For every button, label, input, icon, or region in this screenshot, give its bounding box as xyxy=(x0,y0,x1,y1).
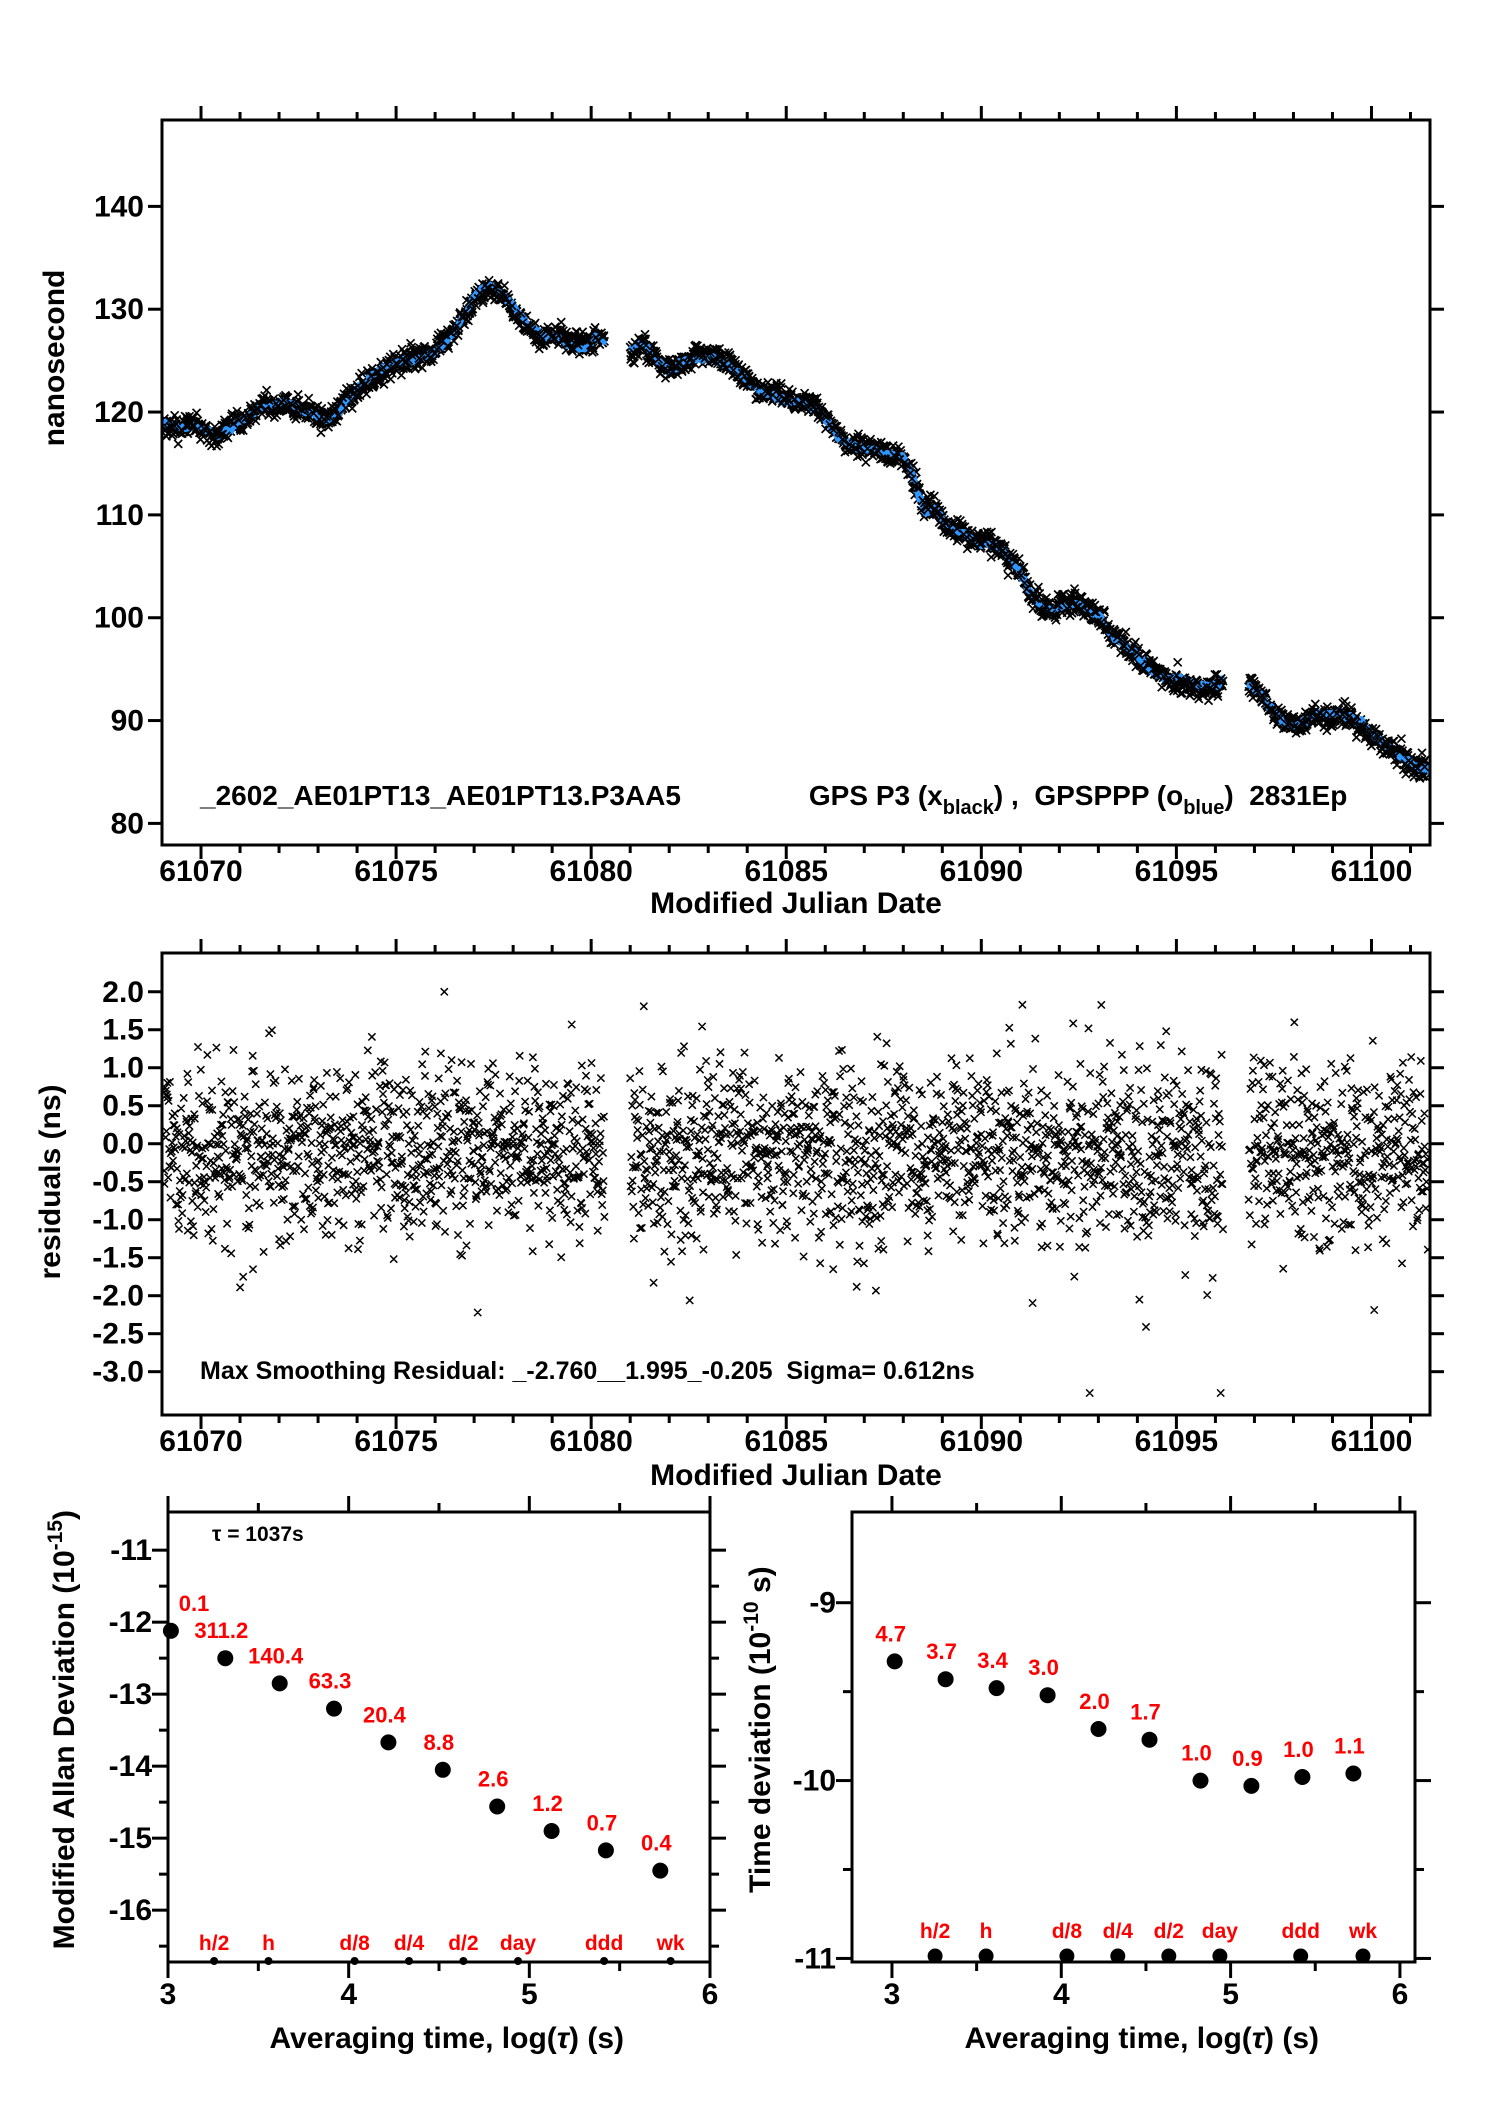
tick-label: 0.5 xyxy=(102,1089,144,1123)
time-marker-label: ddd xyxy=(584,1932,624,1955)
tick-label: 61070 xyxy=(159,1425,243,1458)
time-marker-label: day xyxy=(499,1932,537,1955)
tick-label: 1.5 xyxy=(102,1013,144,1047)
plot-border xyxy=(852,1512,1415,1962)
tick-label: 5 xyxy=(1222,1978,1239,2011)
tick-label: -11 xyxy=(794,1942,836,1976)
deviation-point xyxy=(1193,1773,1209,1789)
mdev-tau-annotation: τ = 1037s xyxy=(212,1523,304,1546)
phase-title: _2602_AE01PT13_AE01PT13.P3AA5 xyxy=(200,780,681,811)
deviation-point-value: 1.1 xyxy=(1334,1733,1365,1759)
tick-label: 61085 xyxy=(744,1425,828,1458)
deviation-point-value: 0.4 xyxy=(641,1830,672,1856)
time-marker-label: d/8 xyxy=(339,1932,370,1955)
deviation-point-value: 1.0 xyxy=(1181,1740,1212,1766)
tick-label: -12 xyxy=(108,1606,152,1640)
tick-label: 6 xyxy=(701,1978,719,2011)
deviation-point xyxy=(380,1734,396,1750)
tick-label: 2.0 xyxy=(102,975,144,1009)
tick-label: 80 xyxy=(110,807,144,841)
deviation-point-value: 0.7 xyxy=(586,1810,618,1836)
phase-y-axis-label: nanosecond xyxy=(38,269,71,447)
tdev-x-axis-label: Averaging time, log(τ) (s) xyxy=(964,2022,1320,2055)
tick-label: -15 xyxy=(108,1822,152,1856)
tick-label: 4 xyxy=(340,1978,358,2011)
time-marker-label: h/2 xyxy=(919,1920,951,1943)
phase-x-axis-label: Modified Julian Date xyxy=(650,887,942,920)
gps-p3-scatter-front xyxy=(162,281,1431,782)
deviation-point xyxy=(1345,1766,1361,1782)
deviation-point xyxy=(217,1650,233,1666)
tick-label: -10 xyxy=(792,1764,836,1798)
deviation-point-value: 1.2 xyxy=(532,1791,563,1816)
tick-label: 3 xyxy=(159,1978,177,2011)
deviation-point-value: 0.1 xyxy=(178,1590,210,1616)
deviation-point xyxy=(1294,1769,1310,1785)
phase-data-layer xyxy=(160,276,1432,782)
deviation-point xyxy=(1091,1721,1107,1737)
tick-label: -2.0 xyxy=(92,1279,144,1313)
time-marker-label: h xyxy=(262,1932,275,1955)
tick-label: 61075 xyxy=(354,1425,438,1458)
tick-label: 61080 xyxy=(549,1425,633,1458)
tick-label: -1.5 xyxy=(92,1241,144,1275)
deviation-point xyxy=(272,1675,288,1691)
deviation-point xyxy=(1243,1778,1259,1794)
tick-label: 61070 xyxy=(159,855,243,888)
deviation-point xyxy=(1142,1732,1158,1748)
tick-label: 61100 xyxy=(1330,1425,1413,1458)
plot-border xyxy=(162,120,1430,845)
tick-label: 1.0 xyxy=(102,1051,144,1085)
residuals-annotation: Max Smoothing Residual: _-2.760__1.995_-0.205 Sigma= 0.612ns xyxy=(200,1357,975,1385)
tick-label: 100 xyxy=(93,601,144,635)
tick-label: -16 xyxy=(108,1894,152,1928)
tick-label: 120 xyxy=(93,396,144,430)
time-marker-label: day xyxy=(1201,1920,1238,1943)
deviation-point xyxy=(989,1680,1005,1696)
deviation-point-value: 140.4 xyxy=(248,1643,304,1669)
deviation-point xyxy=(1040,1687,1056,1703)
time-marker-label: wk xyxy=(1348,1920,1378,1943)
tick-label: 130 xyxy=(93,293,144,327)
tick-label: -9 xyxy=(809,1586,836,1620)
deviation-point xyxy=(598,1842,614,1858)
deviation-point xyxy=(435,1762,451,1778)
deviation-point-value: 63.3 xyxy=(308,1668,352,1694)
time-marker-label: h/2 xyxy=(198,1932,230,1955)
mdev-y-axis-label: Modified Allan Deviation $(10^{-15})$ xyxy=(44,1510,81,1950)
tick-label: 61080 xyxy=(549,855,633,888)
tick-label: 5 xyxy=(520,1978,538,2011)
deviation-point xyxy=(163,1623,179,1639)
deviation-point-value: 0.9 xyxy=(1232,1745,1263,1771)
deviation-point-value: 1.0 xyxy=(1283,1737,1314,1762)
tick-label: -0.5 xyxy=(92,1165,144,1199)
deviation-point-value: 4.7 xyxy=(875,1621,906,1647)
time-marker-label: wk xyxy=(656,1932,685,1955)
tick-label: 61100 xyxy=(1330,855,1413,888)
deviation-point xyxy=(489,1799,505,1815)
deviation-point-value: 1.7 xyxy=(1130,1699,1161,1725)
deviation-point xyxy=(652,1863,668,1879)
time-marker-label: h xyxy=(979,1920,993,1943)
phase-legend: GPS P3 $(x_{black})$ , GPSPPP $(o_{blue})$ 2831Ep xyxy=(808,780,1348,819)
time-marker-label: d/8 xyxy=(1051,1920,1083,1943)
phase-panel xyxy=(94,106,1444,888)
deviation-point xyxy=(326,1701,342,1717)
tick-label: 110 xyxy=(95,498,144,532)
mdev-x-axis-label: Averaging time, log(τ) (s) xyxy=(269,2022,625,2055)
tick-label: -14 xyxy=(108,1750,152,1784)
tick-label: 61095 xyxy=(1134,855,1219,888)
residuals-x-axis-label: Modified Julian Date xyxy=(650,1459,942,1492)
tick-label: 4 xyxy=(1052,1978,1070,2011)
time-marker-label: d/2 xyxy=(1153,1920,1184,1943)
tick-label: 61085 xyxy=(744,855,828,888)
deviation-point-value: 3.0 xyxy=(1028,1655,1059,1681)
time-marker-label: d/2 xyxy=(448,1932,479,1955)
tick-label: 140 xyxy=(93,190,144,224)
tick-label: -2.5 xyxy=(92,1317,144,1351)
tick-label: 6 xyxy=(1391,1978,1409,2011)
tick-label: -13 xyxy=(108,1678,152,1712)
residuals-scatter xyxy=(161,988,1432,1396)
residuals-data-layer xyxy=(161,988,1432,1396)
deviation-point xyxy=(887,1653,903,1669)
tick-label: -3.0 xyxy=(92,1355,144,1389)
deviation-point-value: 311.2 xyxy=(194,1618,249,1644)
tick-label: -1.0 xyxy=(92,1203,144,1237)
tick-label: 61075 xyxy=(354,855,438,888)
tick-label: 61095 xyxy=(1134,1425,1219,1458)
time-marker-label: d/4 xyxy=(1102,1920,1133,1943)
deviation-point xyxy=(544,1823,560,1839)
tick-label: -11 xyxy=(110,1534,152,1568)
deviation-point-value: 3.4 xyxy=(977,1648,1008,1674)
tdev-panel xyxy=(793,1496,1431,2011)
residuals-y-axis-label: residuals (ns) xyxy=(34,1084,67,1280)
deviation-point-value: 2.6 xyxy=(477,1766,509,1792)
time-marker-label: d/4 xyxy=(393,1932,425,1955)
time-marker-label: ddd xyxy=(1281,1920,1320,1943)
gps-p3-scatter xyxy=(160,276,1432,782)
tick-label: 0.0 xyxy=(102,1127,144,1161)
deviation-point-value: 20.4 xyxy=(362,1702,406,1728)
tick-label: 61090 xyxy=(939,855,1024,888)
deviation-point-value: 8.8 xyxy=(423,1729,455,1755)
mdev-panel xyxy=(109,1496,726,2011)
tick-label: 3 xyxy=(883,1978,901,2011)
deviation-point-value: 2.0 xyxy=(1079,1689,1110,1714)
tdev-y-axis-label: Time deviation ($10^{-10}$ s) xyxy=(740,1566,777,1893)
deviation-point xyxy=(938,1671,954,1687)
tick-label: 90 xyxy=(110,704,144,738)
gpsppp-smoothed-curve xyxy=(632,342,1222,688)
deviation-point-value: 3.7 xyxy=(926,1639,957,1665)
tick-label: 61090 xyxy=(939,1425,1024,1458)
